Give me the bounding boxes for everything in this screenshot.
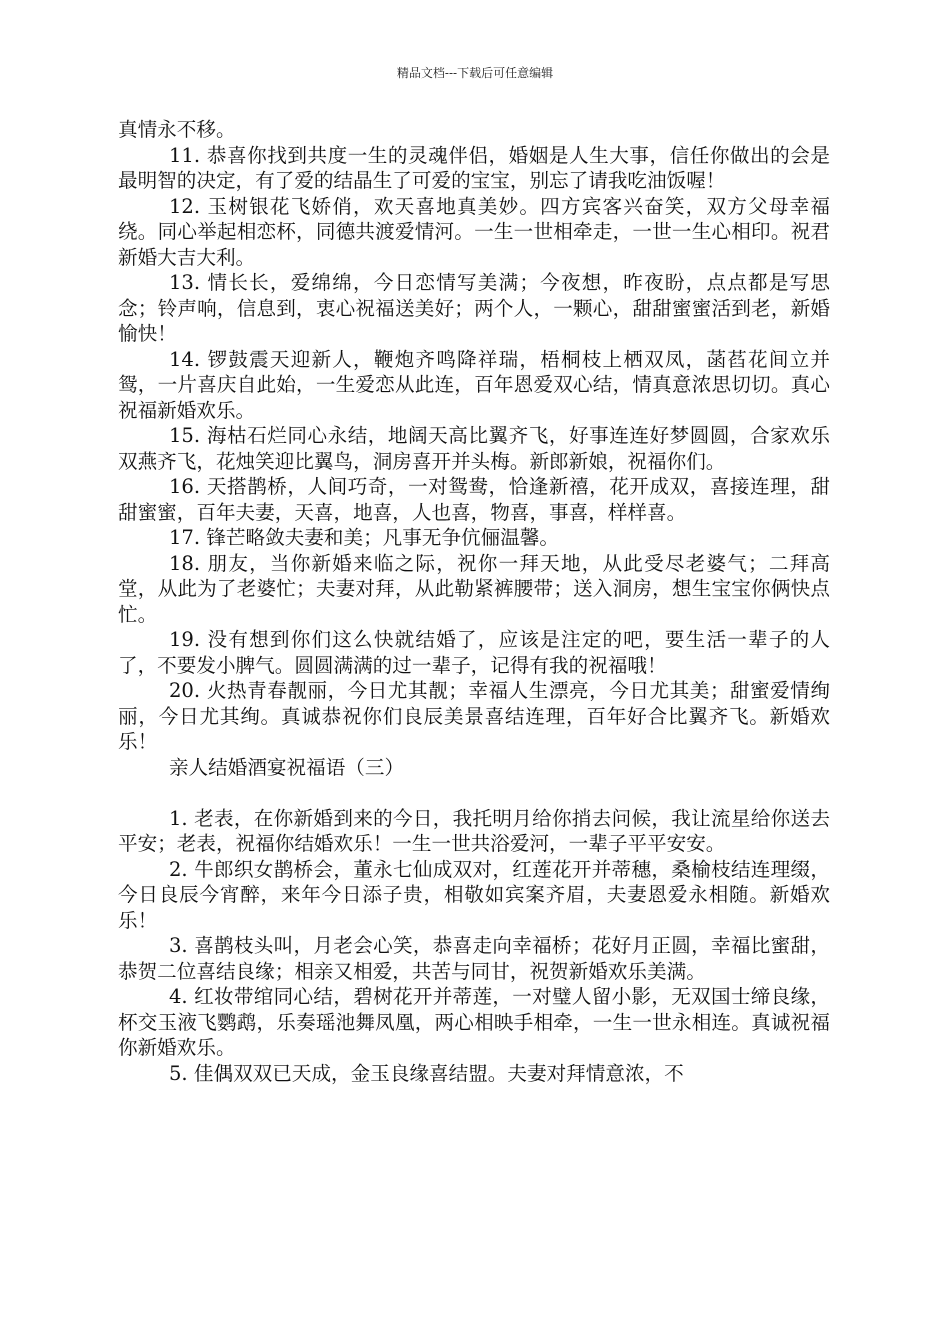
- wish-3: 3. 喜鹊枝头叫，月老会心笑，恭喜走向幸福桥；花好月正圆，幸福比蜜甜，恭贺二位喜结良缘；相亲又相爱，共苦与同甘，祝贺新婚欢乐美满。: [118, 934, 830, 983]
- wish-14: 14. 锣鼓震天迎新人，鞭炮齐鸣降祥瑞，梧桐枝上栖双凤，菡萏花间立并鸳，一片喜庆自此始，一生爱恋从此连，百年恩爱双心结，情真意浓思切切。真心祝福新婚欢乐。: [118, 347, 830, 422]
- document-body: [118, 117, 830, 1086]
- wish-16: 16. 天搭鹊桥，人间巧奇，一对鸳鸯，恰逢新禧，花开成双，喜接连理，甜甜蜜蜜，百年夫妻，天喜，地喜，人也喜，物喜，事喜，样样喜。: [118, 475, 830, 524]
- wish-20: 20. 火热青春靓丽，今日尤其靓；幸福人生漂亮，今日尤其美；甜蜜爱情绚丽，今日尤其绚。真诚恭祝你们良辰美景喜结连理，百年好合比翼齐飞。新婚欢乐！: [118, 679, 830, 753]
- wish-19: 19. 没有想到你们这么快就结婚了，应该是注定的吧，要生活一辈子的人了，不要发小脾气。圆圆满满的过一辈子，记得有我的祝福哦！: [118, 628, 830, 677]
- wish-11: 11. 恭喜你找到共度一生的灵魂伴侣，婚姻是人生大事，信任你做出的会是最明智的决定，有了爱的结晶生了可爱的宝宝，别忘了请我吃油饭喔！: [118, 143, 830, 192]
- section-heading: 亲人结婚酒宴祝福语（三）: [168, 755, 405, 779]
- wish-4: 4. 红妆带绾同心结，碧树花开并蒂莲，一对璧人留小影，无双国士缔良缘，杯交玉液飞鹦鹉，乐奏瑶池舞凤凰，两心相映手相牵，一生一世永相连。真诚祝福你新婚欢乐。: [118, 985, 830, 1059]
- paragraph-continuation: 真情永不移。: [118, 118, 236, 141]
- wish-13: 13. 情长长，爱绵绵，今日恋情写美满；今夜想，昨夜盼，点点都是写思念；铃声响，信息到，衷心祝福送美好；两个人，一颗心，甜甜蜜蜜活到老，新婚愉快！: [118, 271, 830, 345]
- wish-18: 18. 朋友，当你新婚来临之际，祝你一拜天地，从此受尽老婆气；二拜高堂，从此为了老婆忙；夫妻对拜，从此勒紧裤腰带；送入洞房，想生宝宝你俩快点忙。: [118, 551, 830, 626]
- wish-5: 5. 佳偶双双已天成，金玉良缘喜结盟。夫妻对拜情意浓，不: [168, 1061, 684, 1085]
- wish-1: 1. 老表，在你新婚到来的今日，我托明月给你捎去问候，我让流星给你送去平安；老表，祝福你结婚欢乐！一生一世共浴爱河，一辈子平平安安。: [118, 806, 830, 855]
- wish-17: 17. 锋芒略敛夫妻和美；凡事无争伉俪温馨。: [168, 526, 560, 549]
- wish-15: 15. 海枯石烂同心永结，地阔天高比翼齐飞，好事连连好梦圆圆，合家欢乐双燕齐飞，花烛笑迎比翼鸟，洞房喜开并头梅。新郎新娘，祝福你们。: [118, 424, 830, 473]
- wish-2: 2. 牛郎织女鹊桥会，董永七仙成双对，红莲花开并蒂穗，桑榆枝结连理缀，今日良辰今宵醉，来年今日添子贵，相敬如宾案齐眉，夫妻恩爱永相随。新婚欢乐！: [118, 857, 830, 932]
- page-header: 精品文档---下载后可任意编辑: [396, 66, 554, 80]
- wish-12: 12. 玉树银花飞娇俏，欢天喜地真美妙。四方宾客兴奋笑，双方父母幸福绕。同心举起相恋杯，同德共渡爱情河。一生一世相牵走，一世一生心相印。祝君新婚大吉大利。: [118, 194, 830, 269]
- blank-line: [118, 780, 830, 806]
